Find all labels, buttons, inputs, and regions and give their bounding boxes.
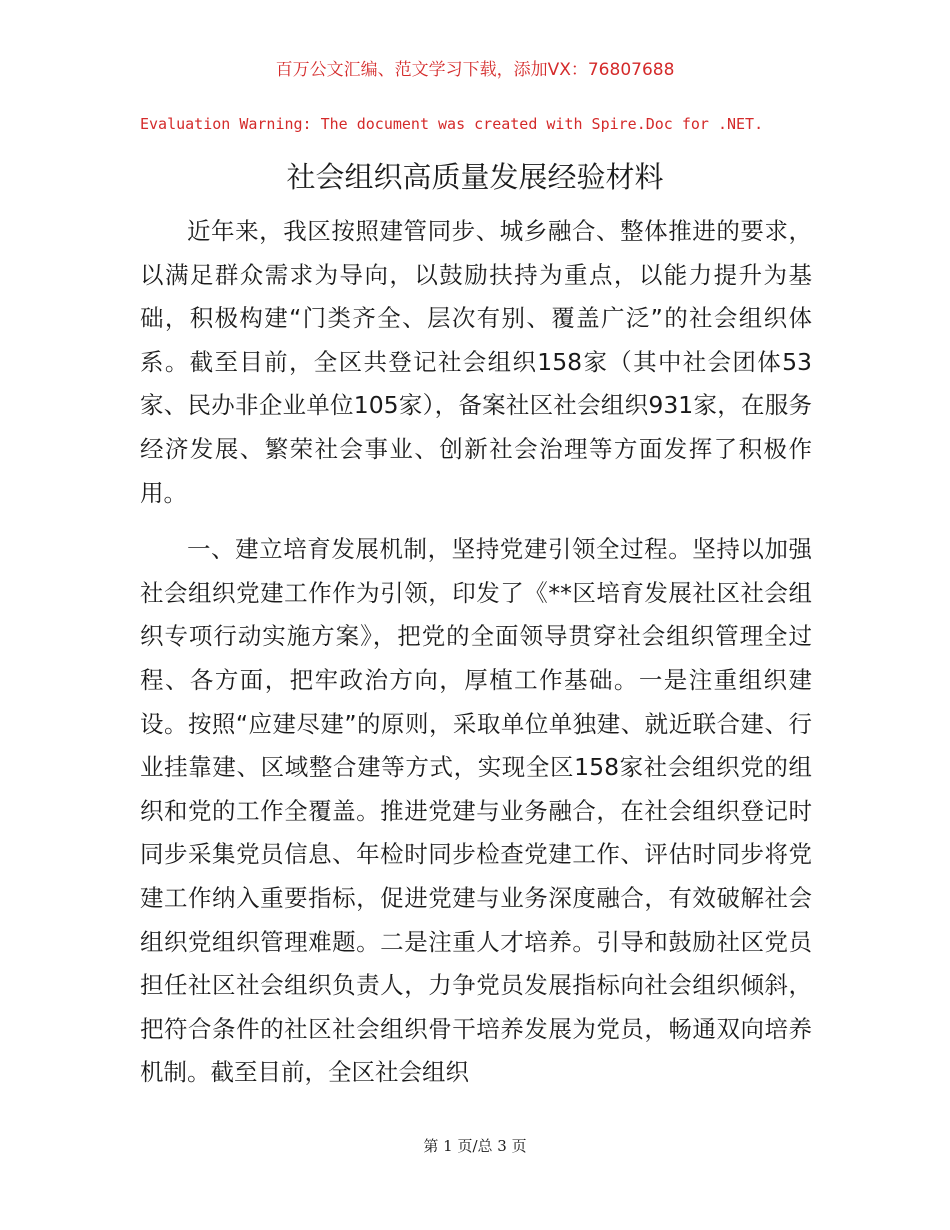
page-footer: 第 1 页/总 3 页 bbox=[423, 1137, 527, 1155]
paragraph-intro: 近年来，我区按照建管同步、城乡融合、整体推进的要求，以满足群众需求为导向，以鼓励扶持为重点，以能力提升为基础，积极构建“门类齐全、层次有别、覆盖广泛”的社会组织体系。截至目前，全区共登记社会组织158家（其中社会团体53家、民办非企业单位105家），备案社区社会组织931家，在服务经济发展、繁荣社会事业、创新社会治理等方面发挥了积极作用。 bbox=[140, 217, 812, 507]
evaluation-warning: Evaluation Warning: The document was created with Spire.Doc for .NET. bbox=[140, 115, 764, 133]
document-title: 社会组织高质量发展经验材料 bbox=[286, 160, 664, 194]
document-body bbox=[140, 210, 812, 1095]
paragraph-section-one: 一、建立培育发展机制，坚持党建引领全过程。坚持以加强社会组织党建工作作为引领，印发了《**区培育发展社区社会组织专项行动实施方案》，把党的全面领导贯穿社会组织管理全过程、各方面，把牢政治方向，厚植工作基础。一是注重组织建设。按照“应建尽建”的原则，采取单位单独建、就近联合建、行业挂靠建、区域整合建等方式，实现全区158家社会组织党的组织和党的工作全覆盖。推进党建与业务融合，在社会组织登记时同步采集党员信息、年检时同步检查党建工作、评估时同步将党建工作纳入重要指标，促进党建与业务深度融合，有效破解社会组织党组织管理难题。二是注重人才培养。引导和鼓励社区党员担任社区社会组织负责人，力争党员发展指标向社会组织倾斜，把符合条件的社区社会组织骨干培养发展为党员，畅通双向培养机制。截至目前，全区社会组织 bbox=[140, 535, 812, 1087]
header-banner: 百万公文汇编、范文学习下载，添加VX：76807688 bbox=[275, 60, 675, 80]
